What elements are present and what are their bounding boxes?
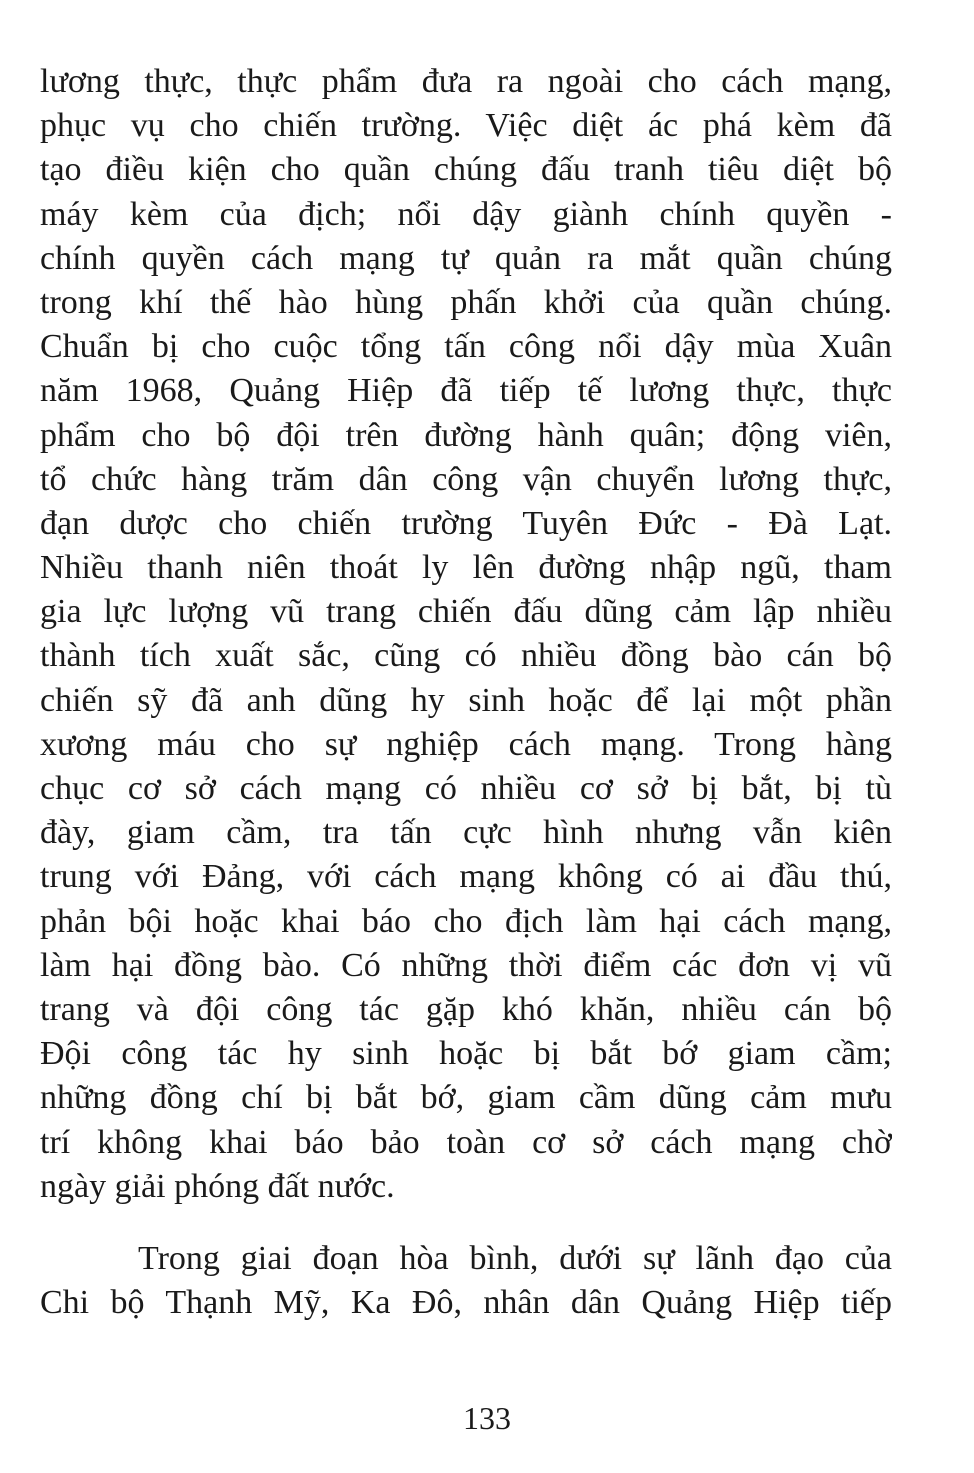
text-line: đạn dược cho chiến trường Tuyên Đức - Đà Lạt. (40, 504, 892, 542)
text-line: Trong giai đoạn hòa bình, dưới sự lãnh đạo của (138, 1239, 892, 1277)
page-number: 133 (463, 1400, 511, 1436)
text-line: tạo điều kiện cho quần chúng đấu tranh tiêu diệt bộ (40, 151, 892, 189)
text-line: Chuẩn bị cho cuộc tổng tấn công nổi dậy mùa Xuân (40, 328, 892, 366)
text-line: lương thực, thực phẩm đưa ra ngoài cho cách mạng, (40, 63, 892, 100)
text-line: trong khí thế hào hùng phấn khởi của quần chúng. (40, 283, 892, 321)
text-line: ngày giải phóng đất nước. (40, 1167, 395, 1205)
text-line: những đồng chí bị bắt bớ, giam cầm dũng cảm mưu (40, 1079, 892, 1117)
body-text (40, 60, 892, 1325)
text-line: đày, giam cầm, tra tấn cực hình nhưng vẫn kiên (40, 814, 892, 852)
paragraph-1 (40, 60, 892, 1209)
text-line: gia lực lượng vũ trang chiến đấu dũng cảm lập nhiều (40, 593, 892, 631)
text-line: phẩm cho bộ đội trên đường hành quân; động viên, (40, 416, 892, 454)
paragraph-2 (40, 1237, 892, 1325)
text-line: Đội công tác hy sinh hoặc bị bắt bớ giam cầm; (40, 1035, 892, 1073)
text-line: xương máu cho sự nghiệp cách mạng. Trong hàng (40, 725, 892, 763)
text-line: thành tích xuất sắc, cũng có nhiều đồng bào cán bộ (40, 637, 892, 675)
text-line: phản bội hoặc khai báo cho địch làm hại cách mạng, (40, 902, 892, 940)
text-line: làm hại đồng bào. Có những thời điểm các đơn vị vũ (40, 946, 892, 984)
text-line: trang và đội công tác gặp khó khăn, nhiều cán bộ (40, 990, 892, 1028)
text-line: trí không khai báo bảo toàn cơ sở cách mạng chờ (40, 1123, 892, 1161)
text-line: chiến sỹ đã anh dũng hy sinh hoặc để lại một phần (40, 681, 892, 719)
paragraph-gap (40, 1209, 892, 1237)
text-line: trung với Đảng, với cách mạng không có ai đầu thú, (40, 858, 892, 896)
text-line: chục cơ sở cách mạng có nhiều cơ sở bị bắt, bị tù (40, 770, 892, 807)
text-line: máy kèm của địch; nổi dậy giành chính quyền - (40, 195, 892, 233)
text-line: tổ chức hàng trăm dân công vận chuyển lương thực, (40, 460, 892, 498)
text-line: năm 1968, Quảng Hiệp đã tiếp tế lương thực, thực (40, 372, 892, 410)
text-line: chính quyền cách mạng tự quản ra mắt quần chúng (40, 239, 892, 277)
text-line: Nhiều thanh niên thoát ly lên đường nhập ngũ, tham (40, 549, 892, 587)
text-line: Chi bộ Thạnh Mỹ, Ka Đô, nhân dân Quảng Hiệp tiếp (40, 1284, 892, 1322)
text-line: phục vụ cho chiến trường. Việc diệt ác phá kèm đã (40, 107, 892, 145)
